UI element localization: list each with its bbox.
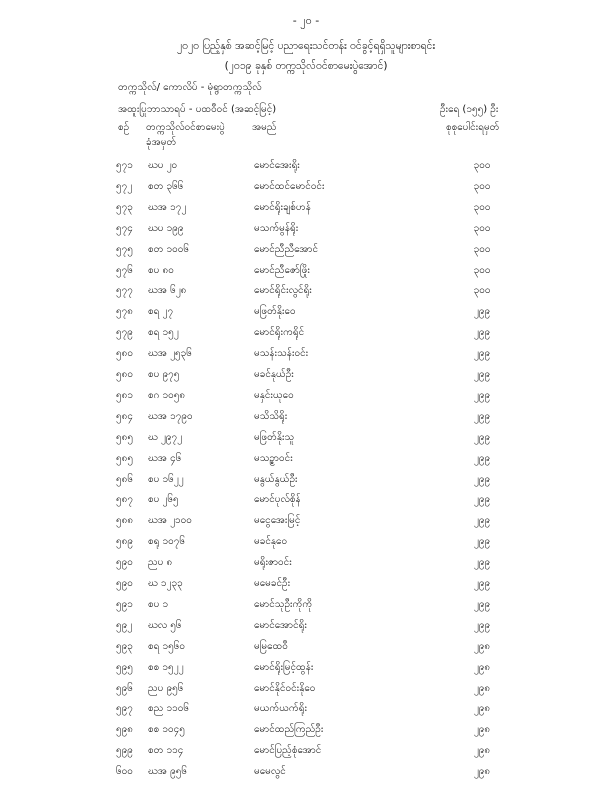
column-header-number: စဉ် [118, 122, 130, 133]
total-marks: ၃၀၀ [473, 160, 491, 171]
total-count-label: ဦးရေ (၁၅၅) ဦး [440, 104, 499, 115]
table-row [0, 409, 612, 431]
table-row [0, 618, 612, 640]
row-number: ၅၉၅ [116, 661, 133, 673]
row-number: ၅၈၁ [116, 389, 133, 401]
table-row [0, 764, 612, 786]
roll-number: စဂ ၁၀၅၈ [148, 389, 186, 401]
table-row [0, 304, 612, 326]
total-marks: ၂၉၉ [473, 389, 491, 401]
total-marks: ၂၉၉ [473, 431, 491, 443]
roll-number: ညပ ၈ [148, 557, 173, 569]
candidate-name: မောင်ညီဇော်ဖြိုး [254, 264, 310, 276]
total-marks: ၂၉၈ [473, 703, 491, 715]
candidate-name: မောင်နိုင်ဝင်းနိုဝေ [254, 682, 316, 694]
table-row [0, 283, 612, 305]
total-marks: ၃၀၀ [473, 222, 491, 234]
roll-number: စရ ၁၅၂ [148, 327, 179, 339]
candidate-name: မောင်ညီညီအောင် [254, 243, 319, 255]
roll-number: စစ ၁၀၄၅ [148, 724, 185, 736]
roll-number: စပ ၂၆၅ [148, 494, 179, 506]
row-number: ၆၀၀ [116, 766, 133, 778]
row-number: ၅၇၆ [116, 264, 133, 276]
total-marks: ၃၀၀ [473, 264, 491, 276]
row-number: ၅၉၉ [116, 745, 133, 757]
candidate-name: မခင်နုယ်ဦး [254, 369, 294, 380]
roll-number: ဃအ ၁၇၂ [148, 201, 187, 213]
candidate-name: မောင်ရိုးမြင့်ထွန်း [254, 661, 314, 673]
table-row [0, 179, 612, 201]
table-row [0, 513, 612, 535]
row-number: ၅၉၆ [116, 682, 133, 694]
candidate-name: မောင်အေးရိုး [254, 160, 300, 171]
table-row [0, 534, 612, 556]
roll-number: ဃ ၂၉၇၂ [148, 431, 183, 443]
candidate-name: မရိုးဇာဝင်း [254, 557, 292, 569]
candidate-name: မောင်အောင်ရိုး [254, 619, 307, 631]
candidate-name: မောင်ထင်မောင်ဝင်း [254, 180, 325, 192]
roll-number: ဃအ ၂၅၃၆ [148, 348, 192, 360]
total-marks: ၂၉၉ [473, 557, 491, 569]
table-row [0, 701, 612, 723]
roll-number: စတ ၃၆၆ [148, 180, 184, 192]
row-number: ၅၈၄ [116, 410, 133, 422]
roll-number: ဃအ ၆၂၈ [148, 285, 187, 297]
row-number: ၅၈၅ [116, 452, 133, 464]
row-number: ၅၉၂ [116, 619, 133, 631]
total-marks: ၂၉၉ [473, 452, 491, 464]
row-number: ၅၉၀ [116, 578, 133, 589]
candidate-name: မမေလွင် [254, 766, 286, 778]
table-row [0, 743, 612, 765]
row-number: ၅၇၂ [116, 180, 133, 192]
table-row [0, 325, 612, 347]
row-number: ၅၈၇ [116, 494, 133, 506]
row-number: ၅၈၅ [116, 431, 133, 443]
total-marks: ၂၉၈ [473, 682, 491, 694]
candidate-name: မောင်ပုလ်စိုန် [254, 494, 301, 506]
total-marks: ၂၉၉ [473, 369, 491, 380]
candidate-name: မောင်ပြည့်စုံအောင် [254, 745, 322, 757]
candidate-name: မခင်နုဝေ [254, 536, 288, 548]
row-number: ၅၈၈ [116, 515, 134, 527]
candidate-name: မမေခင်ဦး [254, 578, 291, 589]
total-marks: ၃၀၀ [473, 285, 491, 297]
table-row [0, 597, 612, 619]
total-marks: ၃၀၀ [473, 201, 491, 213]
candidate-name: မယက်ယက်ရိုး [254, 703, 307, 715]
roll-number: ဃ ၁၂၃၃ [148, 578, 183, 589]
row-number: ၅၈၀ [116, 348, 133, 360]
candidate-name: မမြထေဝီ [254, 640, 288, 652]
row-number: ၅၉၇ [116, 703, 133, 715]
table-row [0, 388, 612, 410]
row-number: ၅၉၈ [116, 724, 133, 736]
column-header-name: အမည် [252, 122, 277, 133]
candidate-name: မောင်ရိုင်းလွင်ရိုး [254, 285, 312, 297]
row-number: ၅၇၃ [116, 201, 133, 213]
candidate-name: မောင်ထည်ကြည်ဦး [254, 724, 324, 736]
table-row [0, 555, 612, 577]
candidate-name: မသက်မွန်ရိုး [254, 222, 299, 234]
table-row [0, 430, 612, 452]
total-marks: ၂၉၈ [473, 661, 491, 673]
total-marks: ၂၉၉ [473, 536, 491, 548]
roll-number: စပ ၉၇၅ [148, 369, 180, 380]
total-marks: ၂၉၉ [473, 619, 491, 631]
roll-number: စရ ၂၇ [148, 306, 174, 318]
total-marks: ၂၉၉ [473, 473, 491, 485]
roll-number: ဃအ ၉၅၆ [148, 766, 187, 778]
roll-number: စပ ၈၀ [148, 264, 174, 276]
total-marks: ၂၉၉ [473, 515, 491, 527]
subject-label: အထူးပြုဘာသာရပ် - ပထဝီဝင် (အဆင့်မြင့်) [118, 104, 277, 115]
candidate-name: မနှင်းယုဝေ [254, 389, 294, 401]
row-number: ၅၇၇ [116, 285, 133, 297]
candidate-name: မောင်ရိုးကရိုင် [254, 327, 305, 339]
roll-number: စရ ၁၅၆၀ [148, 640, 186, 652]
column-header-roll-number: ခုံအမှတ် [146, 137, 177, 148]
row-number: ၅၈၉ [116, 536, 133, 548]
roll-number: ဃလ ၅၆ [148, 619, 182, 631]
candidate-name: မသန်းသန်းဝင်း [254, 348, 309, 360]
row-number: ၅၉၁ [116, 598, 133, 610]
table-row [0, 221, 612, 243]
candidate-name: မောင်သုဦးကိုကို [254, 598, 313, 610]
table-row [0, 367, 612, 389]
candidate-name: မနွယ်နွယ်ဦး [254, 473, 298, 485]
total-marks: ၃၀၀ [473, 243, 491, 255]
total-marks: ၂၉၈ [473, 640, 491, 652]
roll-number: စရု ၁၀၇၆ [148, 536, 186, 548]
row-number: ၅၉၀ [116, 557, 133, 569]
table-row [0, 451, 612, 473]
roll-number: ညပ ၉၅၆ [148, 682, 184, 694]
roll-number: စည ၁၁၀၆ [148, 703, 189, 715]
roll-number: စတ ၁၀၀၆ [148, 243, 190, 255]
total-marks: ၂၉၈ [473, 745, 491, 757]
table-row [0, 346, 612, 368]
total-marks: ၂၉၉ [473, 494, 491, 506]
page-number: - ၂၀ - [292, 14, 320, 27]
roll-number: စပ ၁၆၂၂ [148, 473, 184, 485]
table-row [0, 263, 612, 285]
candidate-name: မောင်ရိုးချစ်ဟန် [254, 201, 311, 213]
row-number: ၅၇၉ [116, 327, 133, 339]
candidate-name: မဖြတ်နိုးဝေ [254, 306, 296, 318]
total-marks: ၂၉၉ [473, 348, 491, 360]
total-marks: ၃၀၀ [473, 180, 491, 192]
roll-number: စစ ၁၅၂၂ [148, 661, 184, 673]
document-subtitle: (၂၀၁၉ ခုနှစ် တက္ကသိုလ်ဝင်စာမေးပွဲအောင်) [224, 60, 388, 72]
row-number: ၅၇၅ [116, 243, 133, 255]
total-marks: ၂၉၉ [473, 306, 491, 318]
roll-number: ဃပ ၁၉၉ [148, 222, 184, 234]
table-row [0, 576, 612, 598]
row-number: ၅၇၄ [116, 222, 133, 234]
table-row [0, 681, 612, 703]
row-number: ၅၉၃ [116, 640, 133, 652]
table-row [0, 722, 612, 744]
table-row [0, 660, 612, 682]
table-row [0, 200, 612, 222]
table-row [0, 158, 612, 180]
row-number: ၅၇၈ [116, 306, 133, 318]
candidate-name: မသဥ္စာဝင်း [254, 452, 293, 464]
row-number: ၅၈၆ [116, 473, 133, 485]
total-marks: ၂၉၉ [473, 327, 491, 339]
total-marks: ၂၉၉ [473, 598, 491, 610]
table-row [0, 639, 612, 661]
candidate-name: မဖြတ်နိုးသူ [254, 431, 295, 443]
table-row [0, 472, 612, 494]
roll-number: ဃအ ၄၆ [148, 452, 182, 464]
total-marks: ၂၉၈ [473, 766, 491, 778]
column-header-roll: တက္ကသိုလ်ဝင်စာမေးပွဲ [146, 122, 225, 133]
roll-number: ဃပ ၂၀ [148, 160, 178, 171]
total-marks: ၂၉၉ [473, 578, 491, 589]
roll-number: ဃအ ၂၁၀၀ [148, 515, 192, 527]
roll-number: စတ ၁၁၄ [148, 745, 184, 757]
table-row [0, 242, 612, 264]
column-header-marks: စုစုပေါင်းရမှတ် [446, 122, 500, 133]
row-number: ၅၇၁ [116, 160, 133, 171]
candidate-name: မသိသိရိုး [254, 410, 288, 422]
roll-number: စပ ၁ [148, 598, 169, 610]
university-label: တက္ကသိုလ်/ ကောလိပ် - မုံရွာတက္ကသိုလ် [118, 82, 262, 93]
roll-number: ဃအ ၁၇၉၀ [148, 410, 193, 422]
table-row [0, 492, 612, 514]
candidate-name: မငွေအေးမြင့် [254, 515, 301, 527]
document-title: ၂၀၂၀ ပြည့်နှစ် အဆင့်မြင့် ပညာရေးသင်တန်း ဝင်ခွင့်ရရှိသူများစာရင်း [176, 40, 436, 52]
total-marks: ၂၉၈ [473, 724, 491, 736]
row-number: ၅၈၀ [116, 369, 133, 380]
total-marks: ၂၉၉ [473, 410, 491, 422]
